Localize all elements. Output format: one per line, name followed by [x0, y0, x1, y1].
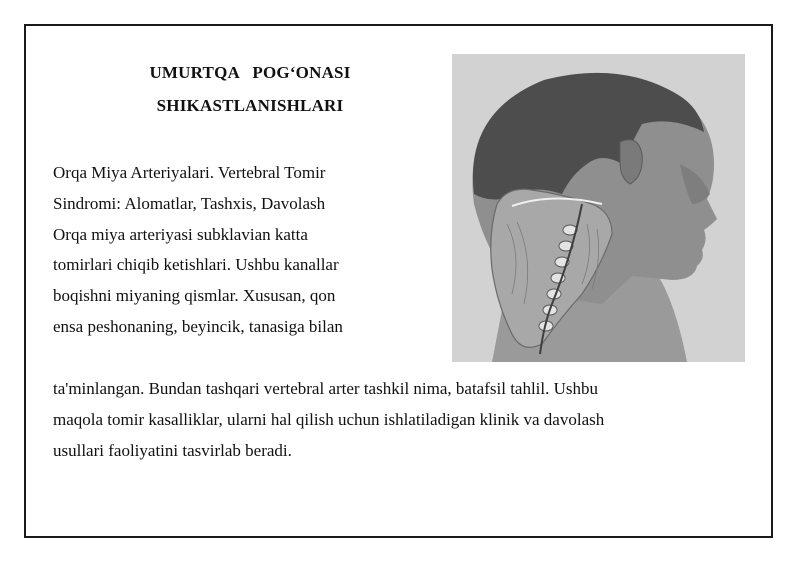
paragraph-line: maqola tomir kasalliklar, ularni hal qilish uchun ishlatiladigan klinik va davolash: [53, 409, 605, 429]
head-neck-anatomy-image: [452, 54, 745, 362]
paragraph-line: tomirlari chiqib ketishlari. Ushbu kanallar: [53, 255, 339, 275]
paragraph-line: boqishni miyaning qismlar. Xususan, qon: [53, 286, 336, 306]
paragraph-line: Sindromi: Alomatlar, Tashxis, Davolash: [53, 193, 326, 213]
paragraph-line: Orqa Miya Arteriyalari. Vertebral Tomir: [53, 163, 326, 182]
paragraph-line: ta'minlangan. Bundan tashqari vertebral arter tashkil nima, batafsil tahlil. Ushbu: [53, 379, 599, 398]
anatomy-illustration: [452, 54, 745, 362]
title-line-2: SHIKASTLANISHLARI: [156, 96, 344, 115]
paragraph-intro: [53, 158, 443, 343]
paragraph-line: ensa peshonaning, beyincik, tanasiga bilan: [53, 316, 343, 336]
title-line-1: UMURTQA POG‘ONASI: [149, 63, 351, 82]
paragraph-line: Orqa miya arteriyasi subklavian katta: [53, 224, 308, 244]
paragraph-line: usullari faoliyatini tasvirlab beradi.: [53, 440, 292, 460]
paragraph-continued: [53, 374, 743, 466]
page-title: [100, 56, 400, 122]
